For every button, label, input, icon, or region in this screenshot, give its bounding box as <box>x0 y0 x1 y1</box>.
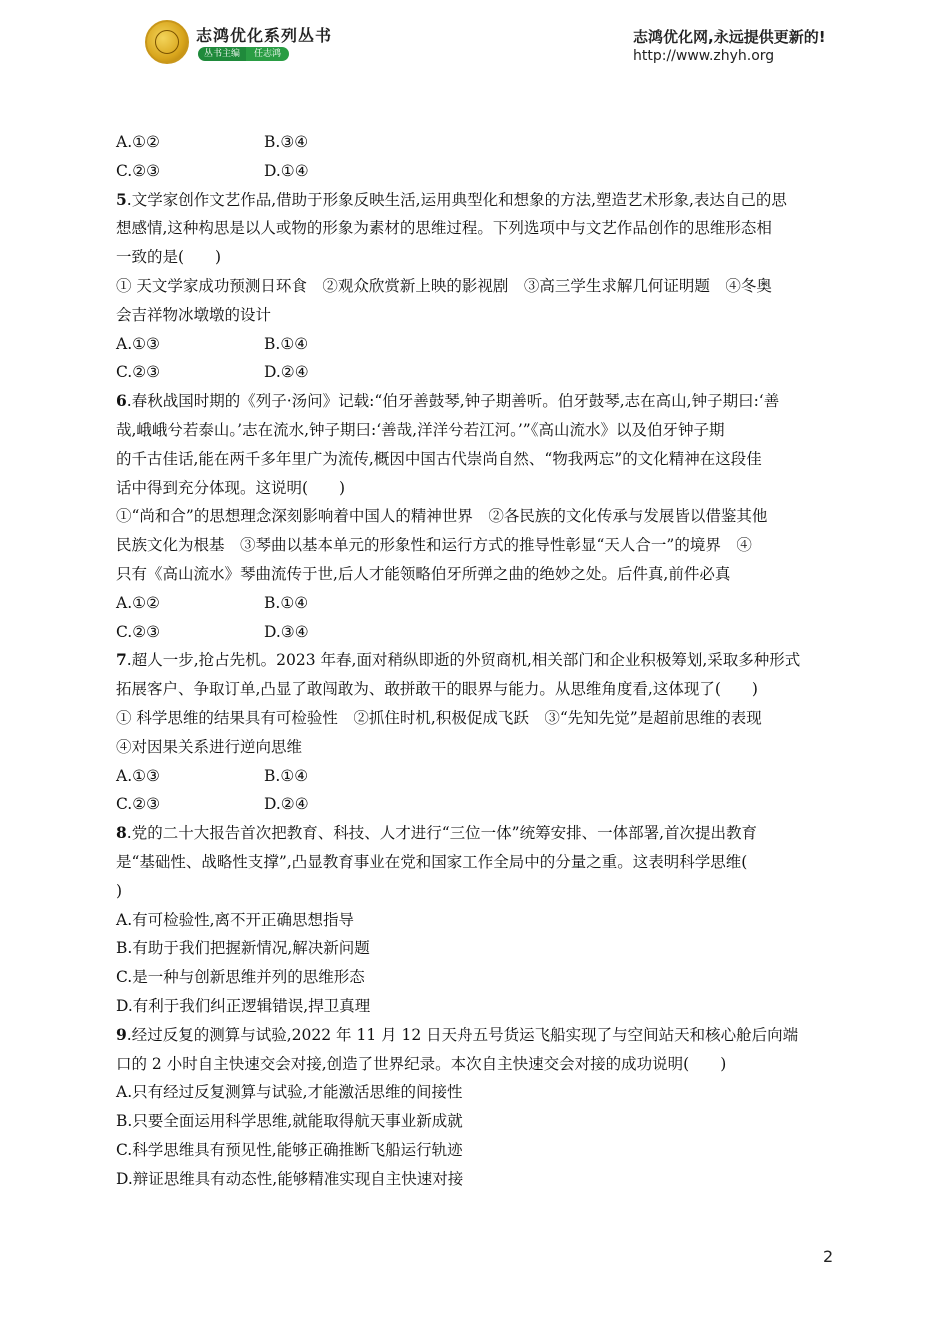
q6-options-row1 <box>116 589 838 618</box>
q8-choice-c: C.是一种与创新思维并列的思维形态 <box>116 968 365 987</box>
q6-stem-line: 哉,峨峨兮若泰山。’志在流水,钟子期曰:‘善哉,洋洋兮若江河。’”《高山流水》以及伯牙钟子期 <box>116 420 725 439</box>
q9-stem-line: 9.经过反复的测算与试验,2022 年 11 月 12 日天舟五号货运飞船实现了与空间站天和核心舱后向端 <box>116 1024 799 1044</box>
q6-option-c: C.②③ <box>116 622 161 641</box>
q5-stem-line: 5.文学家创作文艺作品,借助于形象反映生活,运用典型化和想象的方法,塑造艺术形象,表达自己的思 <box>116 189 787 209</box>
q8-choice-b: B.有助于我们把握新情况,解决新问题 <box>116 939 370 958</box>
q9-choice-c: C.科学思维具有预见性,能够正确推断飞船运行轨迹 <box>116 1140 463 1159</box>
q7-number: 7 <box>116 650 127 670</box>
q8-stem-line: ) <box>116 881 123 900</box>
page-number: 2 <box>823 1247 834 1266</box>
q8-choice-d: D.有利于我们纠正逻辑错误,捍卫真理 <box>116 996 371 1015</box>
q7-option-b: B.①④ <box>264 766 309 785</box>
q9-choice-b: B.只要全面运用科学思维,就能取得航天事业新成就 <box>116 1112 463 1131</box>
q8-choice-a: A.有可检验性,离不开正确思想指导 <box>116 910 355 929</box>
q9-choice-a: A.只有经过反复测算与试验,才能激活思维的间接性 <box>116 1083 463 1102</box>
q7-option-c: C.②③ <box>116 795 161 814</box>
editor-name: 任志鸿 <box>246 47 289 61</box>
q4-options-row1 <box>116 128 838 157</box>
q7-option-a: A.①③ <box>116 766 160 785</box>
seal-emblem-icon <box>155 30 179 54</box>
q5-option-c: C.②③ <box>116 363 161 382</box>
q6-option-d: D.③④ <box>264 622 309 641</box>
page-header <box>0 0 950 80</box>
q7-option-d: D.②④ <box>264 795 309 814</box>
q6-stem-line: 6.春秋战国时期的《列子·汤问》记载:“伯牙善鼓琴,钟子期善听。伯牙鼓琴,志在高山,钟子期曰:‘善 <box>116 391 780 411</box>
q4-option-a: A.①② <box>116 133 160 151</box>
q9-stem-line: 口的 2 小时自主快速交会对接,创造了世界纪录。本次自主快速交会对接的成功说明( ) <box>116 1054 727 1073</box>
q7-stem-line: 拓展客户、争取订单,凸显了敢闯敢为、敢拼敢干的眼界与能力。从思维角度看,这体现了( ) <box>116 680 758 699</box>
q8-number: 8 <box>116 823 127 843</box>
q4-option-d: D.①④ <box>264 161 309 180</box>
site-slogan: 志鸿优化网,永远提供更新的! <box>633 28 826 46</box>
q9-choice-d: D.辩证思维具有动态性,能够精准实现自主快速对接 <box>116 1169 464 1188</box>
q6-statement-line: 民族文化为根基 ③琴曲以基本单元的形象性和运行方式的推导性彰显“天人合一”的境界 ④ <box>116 536 752 555</box>
q5-number: 5 <box>116 189 127 209</box>
site-url[interactable]: http://www.zhyh.org <box>633 48 775 64</box>
q5-statement-line: 会吉祥物冰墩墩的设计 <box>116 305 272 324</box>
series-seal-logo <box>145 20 189 64</box>
q6-number: 6 <box>116 391 127 411</box>
q5-options-row2 <box>116 358 838 387</box>
editor-label: 丛书主编 <box>198 47 246 61</box>
q7-options-row1 <box>116 762 838 791</box>
q5-option-d: D.②④ <box>264 363 309 382</box>
q4-option-b: B.③④ <box>264 133 309 151</box>
q8-stem-line: 8.党的二十大报告首次把教育、科技、人才进行“三位一体”统筹安排、一体部署,首次提出教育 <box>116 823 758 843</box>
q4-options-row2 <box>116 157 838 186</box>
q5-option-a: A.①③ <box>116 334 160 353</box>
q5-statement-line: ① 天文学家成功预测日环食 ②观众欣赏新上映的影视剧 ③高三学生求解几何证明题 ④冬奥 <box>116 276 772 295</box>
q8-stem-line: 是“基础性、战略性支撑”,凸显教育事业在党和国家工作全局中的分量之重。这表明科学思维( <box>116 852 748 871</box>
q6-statement-line: ①“尚和合”的思想理念深刻影响着中国人的精神世界 ②各民族的文化传承与发展皆以借鉴其他 <box>116 507 768 526</box>
q5-stem-line: 想感情,这种构思是以人或物的形象为素材的思维过程。下列选项中与文艺作品创作的思维形态相 <box>116 219 772 238</box>
q6-option-a: A.①② <box>116 593 160 612</box>
q9-number: 9 <box>116 1024 127 1044</box>
q5-stem-line: 一致的是( ) <box>116 248 222 267</box>
q7-statement-line: ④对因果关系进行逆向思维 <box>116 737 303 756</box>
q7-stem-line: 7.超人一步,抢占先机。2023 年春,面对稍纵即逝的外贸商机,相关部门和企业积极筹划,采取多种形式 <box>116 650 801 670</box>
q6-option-b: B.①④ <box>264 593 309 612</box>
q6-options-row2 <box>116 618 838 647</box>
question-content <box>116 128 838 1193</box>
q6-statement-line: 只有《高山流水》琴曲流传于世,后人才能领略伯牙所弹之曲的绝妙之处。后件真,前件必真 <box>116 564 731 583</box>
q7-statement-line: ① 科学思维的结果具有可检验性 ②抓住时机,积极促成飞跃 ③“先知先觉”是超前思维的表现 <box>116 708 762 727</box>
q4-option-c: C.②③ <box>116 161 161 180</box>
q6-stem-line: 话中得到充分体现。这说明( ) <box>116 478 346 497</box>
q6-stem-line: 的千古佳话,能在两千多年里广为流传,概因中国古代崇尚自然、“物我两忘”的文化精神在这段佳 <box>116 449 762 468</box>
q5-option-b: B.①④ <box>264 334 309 353</box>
series-title: 志鸿优化系列丛书 <box>196 26 333 45</box>
q5-options-row1 <box>116 330 838 359</box>
q7-options-row2 <box>116 790 838 819</box>
